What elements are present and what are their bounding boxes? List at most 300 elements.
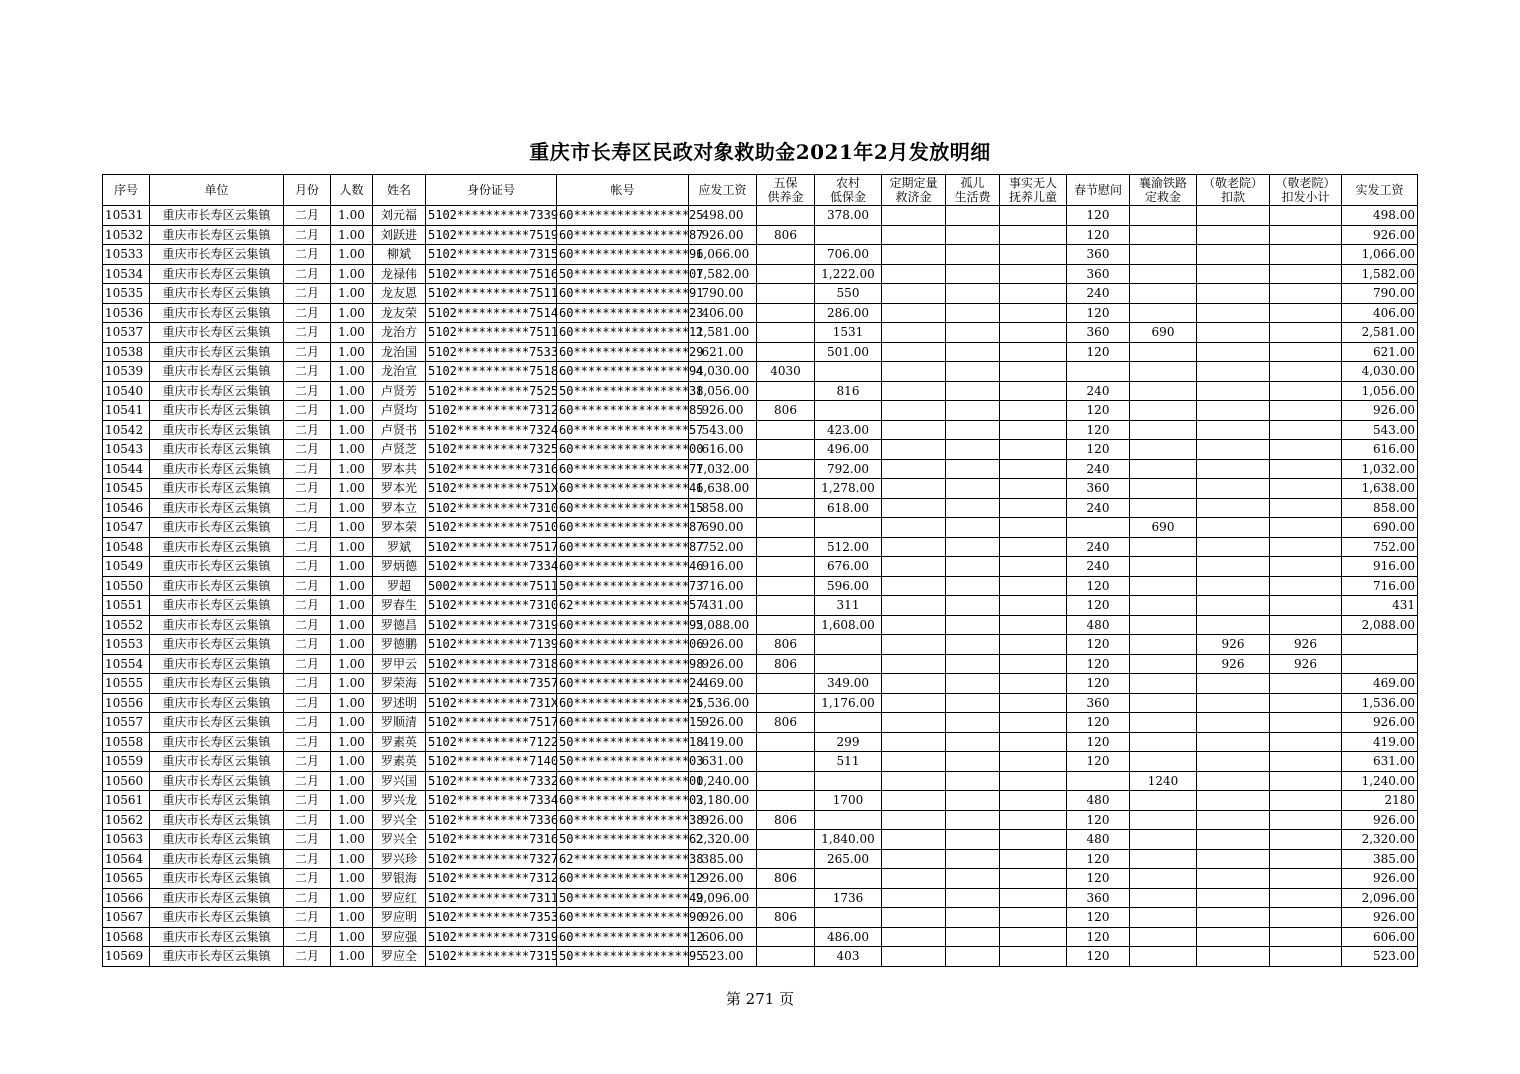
cell-deduct	[1197, 323, 1270, 343]
cell-seq: 10562	[103, 810, 150, 830]
cell-id: 5102**********7139	[426, 635, 557, 655]
cell-month: 二月	[284, 635, 331, 655]
cell-railway	[1130, 498, 1197, 518]
cell-guer	[946, 342, 1000, 362]
cell-guer	[946, 303, 1000, 323]
cell-shishi	[1000, 791, 1067, 811]
cell-dibao: 486.00	[815, 927, 882, 947]
cell-month: 二月	[284, 459, 331, 479]
cell-shishi	[1000, 479, 1067, 499]
cell-account: 60****************77	[557, 459, 689, 479]
cell-persons: 1.00	[331, 830, 373, 850]
cell-payable: 752.00	[689, 537, 757, 557]
cell-payable: 716.00	[689, 576, 757, 596]
cell-id: 5102**********7339	[426, 206, 557, 226]
cell-deduct	[1197, 303, 1270, 323]
cell-month: 二月	[284, 791, 331, 811]
cell-shishi	[1000, 576, 1067, 596]
cell-railway: 690	[1130, 518, 1197, 538]
cell-persons: 1.00	[331, 869, 373, 889]
cell-id: 5102**********7514	[426, 303, 557, 323]
cell-dibao	[815, 518, 882, 538]
cell-subtotal	[1270, 810, 1342, 830]
cell-shishi	[1000, 518, 1067, 538]
cell-dibao	[815, 654, 882, 674]
cell-wubao	[757, 693, 815, 713]
cell-payable: 1,032.00	[689, 459, 757, 479]
cell-deduct	[1197, 674, 1270, 694]
cell-wubao: 806	[757, 908, 815, 928]
cell-dibao: 792.00	[815, 459, 882, 479]
cell-payable: 926.00	[689, 225, 757, 245]
cell-guer	[946, 518, 1000, 538]
cell-dingqi	[882, 440, 946, 460]
cell-unit: 重庆市长寿区云集镇	[150, 557, 284, 577]
cell-name: 罗春生	[373, 596, 426, 616]
cell-dibao: 349.00	[815, 674, 882, 694]
cell-deduct	[1197, 810, 1270, 830]
cell-wubao	[757, 791, 815, 811]
cell-seq: 10554	[103, 654, 150, 674]
cell-name: 罗兴全	[373, 810, 426, 830]
cell-account: 60****************87	[557, 537, 689, 557]
cell-seq: 10559	[103, 752, 150, 772]
cell-persons: 1.00	[331, 908, 373, 928]
cell-guer	[946, 771, 1000, 791]
cell-name: 罗本光	[373, 479, 426, 499]
table-row	[103, 342, 1418, 362]
cell-spring: 120	[1067, 732, 1130, 752]
cell-subtotal	[1270, 752, 1342, 772]
cell-wubao	[757, 537, 815, 557]
cell-dibao: 1,840.00	[815, 830, 882, 850]
cell-seq: 10563	[103, 830, 150, 850]
cell-deduct	[1197, 752, 1270, 772]
cell-account: 60****************11	[557, 323, 689, 343]
cell-seq: 10548	[103, 537, 150, 557]
cell-spring: 120	[1067, 225, 1130, 245]
cell-persons: 1.00	[331, 615, 373, 635]
cell-month: 二月	[284, 264, 331, 284]
cell-name: 柳斌	[373, 245, 426, 265]
cell-shishi	[1000, 596, 1067, 616]
cell-shishi	[1000, 635, 1067, 655]
cell-seq: 10569	[103, 947, 150, 967]
cell-railway	[1130, 440, 1197, 460]
cell-shishi	[1000, 674, 1067, 694]
cell-account: 60****************25	[557, 693, 689, 713]
cell-account: 60****************94	[557, 362, 689, 382]
cell-wubao	[757, 732, 815, 752]
cell-name: 罗炳德	[373, 557, 426, 577]
cell-account: 60****************00	[557, 440, 689, 460]
cell-seq: 10546	[103, 498, 150, 518]
cell-subtotal	[1270, 284, 1342, 304]
cell-dibao: 311	[815, 596, 882, 616]
cell-deduct	[1197, 693, 1270, 713]
cell-id: 5102**********7511	[426, 284, 557, 304]
cell-actual: 1,536.00	[1342, 693, 1418, 713]
cell-dibao: 676.00	[815, 557, 882, 577]
cell-spring: 120	[1067, 927, 1130, 947]
column-header-dibao: 农村 低保金	[815, 175, 882, 206]
cell-shishi	[1000, 615, 1067, 635]
cell-persons: 1.00	[331, 596, 373, 616]
cell-shishi	[1000, 537, 1067, 557]
cell-railway	[1130, 284, 1197, 304]
cell-dibao	[815, 362, 882, 382]
cell-actual: 790.00	[1342, 284, 1418, 304]
cell-railway	[1130, 557, 1197, 577]
cell-wubao	[757, 323, 815, 343]
cell-shishi	[1000, 927, 1067, 947]
cell-guer	[946, 362, 1000, 382]
cell-actual: 926.00	[1342, 713, 1418, 733]
cell-dibao: 496.00	[815, 440, 882, 460]
cell-guer	[946, 849, 1000, 869]
cell-dingqi	[882, 498, 946, 518]
cell-guer	[946, 713, 1000, 733]
table-row	[103, 401, 1418, 421]
cell-shishi	[1000, 849, 1067, 869]
cell-account: 60****************90	[557, 908, 689, 928]
cell-dibao: 1700	[815, 791, 882, 811]
cell-id: 5102**********7316	[426, 830, 557, 850]
cell-deduct	[1197, 576, 1270, 596]
cell-seq: 10551	[103, 596, 150, 616]
cell-actual: 4,030.00	[1342, 362, 1418, 382]
cell-id: 5102**********7517	[426, 537, 557, 557]
cell-seq: 10550	[103, 576, 150, 596]
cell-unit: 重庆市长寿区云集镇	[150, 810, 284, 830]
cell-account: 50****************73	[557, 576, 689, 596]
cell-unit: 重庆市长寿区云集镇	[150, 342, 284, 362]
cell-dingqi	[882, 927, 946, 947]
cell-wubao	[757, 420, 815, 440]
cell-railway	[1130, 927, 1197, 947]
cell-actual: 419.00	[1342, 732, 1418, 752]
cell-dingqi	[882, 323, 946, 343]
cell-subtotal	[1270, 225, 1342, 245]
cell-payable: 631.00	[689, 752, 757, 772]
cell-persons: 1.00	[331, 342, 373, 362]
cell-month: 二月	[284, 732, 331, 752]
cell-unit: 重庆市长寿区云集镇	[150, 888, 284, 908]
cell-seq: 10564	[103, 849, 150, 869]
cell-dingqi	[882, 537, 946, 557]
cell-deduct	[1197, 225, 1270, 245]
cell-railway	[1130, 479, 1197, 499]
cell-unit: 重庆市长寿区云集镇	[150, 771, 284, 791]
cell-payable: 2,180.00	[689, 791, 757, 811]
cell-wubao: 806	[757, 401, 815, 421]
cell-actual: 690.00	[1342, 518, 1418, 538]
cell-month: 二月	[284, 284, 331, 304]
cell-dingqi	[882, 752, 946, 772]
cell-subtotal: 926	[1270, 635, 1342, 655]
cell-railway	[1130, 342, 1197, 362]
cell-persons: 1.00	[331, 888, 373, 908]
cell-railway	[1130, 459, 1197, 479]
cell-subtotal	[1270, 713, 1342, 733]
cell-persons: 1.00	[331, 674, 373, 694]
column-header-spring: 春节慰问	[1067, 175, 1130, 206]
cell-account: 60****************38	[557, 810, 689, 830]
cell-month: 二月	[284, 401, 331, 421]
cell-spring: 360	[1067, 323, 1130, 343]
cell-unit: 重庆市长寿区云集镇	[150, 830, 284, 850]
cell-guer	[946, 498, 1000, 518]
cell-spring: 120	[1067, 908, 1130, 928]
cell-unit: 重庆市长寿区云集镇	[150, 459, 284, 479]
cell-seq: 10566	[103, 888, 150, 908]
cell-unit: 重庆市长寿区云集镇	[150, 927, 284, 947]
cell-payable: 4,030.00	[689, 362, 757, 382]
cell-unit: 重庆市长寿区云集镇	[150, 381, 284, 401]
cell-shishi	[1000, 284, 1067, 304]
cell-deduct	[1197, 284, 1270, 304]
cell-spring: 120	[1067, 635, 1130, 655]
cell-name: 罗兴龙	[373, 791, 426, 811]
cell-guer	[946, 206, 1000, 226]
cell-account: 60****************87	[557, 518, 689, 538]
cell-deduct	[1197, 830, 1270, 850]
table-row	[103, 518, 1418, 538]
cell-deduct	[1197, 947, 1270, 967]
cell-deduct	[1197, 479, 1270, 499]
cell-payable: 1,240.00	[689, 771, 757, 791]
cell-month: 二月	[284, 947, 331, 967]
cell-guer	[946, 693, 1000, 713]
column-header-railway: 襄渝铁路 定救金	[1130, 175, 1197, 206]
cell-id: 5102**********731X	[426, 693, 557, 713]
cell-guer	[946, 615, 1000, 635]
cell-account: 50****************49	[557, 888, 689, 908]
cell-payable: 469.00	[689, 674, 757, 694]
table-row	[103, 713, 1418, 733]
cell-name: 罗荣海	[373, 674, 426, 694]
cell-spring: 360	[1067, 479, 1130, 499]
table-row	[103, 537, 1418, 557]
cell-name: 刘跃进	[373, 225, 426, 245]
cell-name: 卢贤芝	[373, 440, 426, 460]
cell-dingqi	[882, 888, 946, 908]
cell-deduct: 926	[1197, 654, 1270, 674]
cell-actual: 616.00	[1342, 440, 1418, 460]
cell-actual: 1,066.00	[1342, 245, 1418, 265]
cell-dibao	[815, 869, 882, 889]
cell-name: 罗本荣	[373, 518, 426, 538]
table-row	[103, 206, 1418, 226]
table-header-row	[103, 175, 1418, 206]
cell-unit: 重庆市长寿区云集镇	[150, 674, 284, 694]
cell-name: 罗超	[373, 576, 426, 596]
cell-name: 罗甲云	[373, 654, 426, 674]
cell-name: 罗兴全	[373, 830, 426, 850]
cell-shishi	[1000, 713, 1067, 733]
cell-name: 罗素英	[373, 732, 426, 752]
cell-wubao	[757, 771, 815, 791]
table-row	[103, 674, 1418, 694]
cell-dingqi	[882, 869, 946, 889]
table-row	[103, 752, 1418, 772]
cell-actual: 469.00	[1342, 674, 1418, 694]
cell-wubao: 806	[757, 225, 815, 245]
cell-seq: 10565	[103, 869, 150, 889]
cell-account: 60****************46	[557, 479, 689, 499]
cell-guer	[946, 576, 1000, 596]
cell-id: 5102**********7357	[426, 674, 557, 694]
table-row	[103, 362, 1418, 382]
cell-subtotal	[1270, 869, 1342, 889]
cell-seq: 10540	[103, 381, 150, 401]
cell-payable: 419.00	[689, 732, 757, 752]
cell-month: 二月	[284, 342, 331, 362]
cell-dingqi	[882, 674, 946, 694]
cell-unit: 重庆市长寿区云集镇	[150, 869, 284, 889]
cell-month: 二月	[284, 771, 331, 791]
cell-seq: 10545	[103, 479, 150, 499]
cell-guer	[946, 908, 1000, 928]
cell-month: 二月	[284, 498, 331, 518]
cell-month: 二月	[284, 362, 331, 382]
table-row	[103, 771, 1418, 791]
cell-account: 50****************07	[557, 264, 689, 284]
cell-id: 5102**********7334	[426, 791, 557, 811]
cell-shishi	[1000, 498, 1067, 518]
cell-railway	[1130, 401, 1197, 421]
cell-actual: 498.00	[1342, 206, 1418, 226]
cell-name: 刘元福	[373, 206, 426, 226]
cell-name: 罗斌	[373, 537, 426, 557]
cell-seq: 10537	[103, 323, 150, 343]
cell-actual: 2,088.00	[1342, 615, 1418, 635]
cell-spring: 120	[1067, 342, 1130, 362]
cell-actual: 858.00	[1342, 498, 1418, 518]
cell-id: 5102**********7325	[426, 440, 557, 460]
cell-account: 60****************12	[557, 869, 689, 889]
column-header-subtotal: （敬老院） 扣发小计	[1270, 175, 1342, 206]
cell-spring: 120	[1067, 869, 1130, 889]
table-row	[103, 576, 1418, 596]
cell-unit: 重庆市长寿区云集镇	[150, 654, 284, 674]
column-header-wubao: 五保 供养金	[757, 175, 815, 206]
cell-seq: 10535	[103, 284, 150, 304]
table-row	[103, 810, 1418, 830]
cell-payable: 926.00	[689, 654, 757, 674]
cell-seq: 10560	[103, 771, 150, 791]
cell-actual: 1,056.00	[1342, 381, 1418, 401]
column-header-unit: 单位	[150, 175, 284, 206]
cell-railway: 1240	[1130, 771, 1197, 791]
cell-wubao	[757, 440, 815, 460]
cell-actual: 1,582.00	[1342, 264, 1418, 284]
cell-actual: 543.00	[1342, 420, 1418, 440]
cell-spring: 120	[1067, 440, 1130, 460]
cell-persons: 1.00	[331, 381, 373, 401]
cell-dibao: 706.00	[815, 245, 882, 265]
cell-persons: 1.00	[331, 479, 373, 499]
cell-unit: 重庆市长寿区云集镇	[150, 732, 284, 752]
cell-spring: 120	[1067, 810, 1130, 830]
cell-shishi	[1000, 752, 1067, 772]
cell-name: 罗本共	[373, 459, 426, 479]
table-row	[103, 693, 1418, 713]
cell-railway	[1130, 362, 1197, 382]
cell-payable: 523.00	[689, 947, 757, 967]
cell-id: 5102**********7140	[426, 752, 557, 772]
cell-guer	[946, 401, 1000, 421]
cell-account: 60****************15	[557, 713, 689, 733]
cell-payable: 790.00	[689, 284, 757, 304]
cell-deduct: 926	[1197, 635, 1270, 655]
cell-subtotal	[1270, 518, 1342, 538]
cell-spring: 480	[1067, 791, 1130, 811]
cell-dingqi	[882, 479, 946, 499]
cell-shishi	[1000, 654, 1067, 674]
cell-guer	[946, 888, 1000, 908]
cell-guer	[946, 654, 1000, 674]
table-row	[103, 225, 1418, 245]
cell-dingqi	[882, 947, 946, 967]
cell-persons: 1.00	[331, 537, 373, 557]
cell-subtotal	[1270, 888, 1342, 908]
cell-account: 60****************98	[557, 654, 689, 674]
cell-id: 5102**********7319	[426, 615, 557, 635]
cell-wubao	[757, 927, 815, 947]
cell-id: 5102**********7525	[426, 381, 557, 401]
cell-wubao	[757, 849, 815, 869]
cell-name: 龙治宣	[373, 362, 426, 382]
cell-spring: 240	[1067, 557, 1130, 577]
cell-unit: 重庆市长寿区云集镇	[150, 420, 284, 440]
cell-id: 5102**********7312	[426, 869, 557, 889]
cell-guer	[946, 440, 1000, 460]
cell-account: 50****************18	[557, 732, 689, 752]
cell-id: 5102**********7318	[426, 654, 557, 674]
cell-railway	[1130, 732, 1197, 752]
cell-deduct	[1197, 615, 1270, 635]
cell-spring: 240	[1067, 498, 1130, 518]
cell-spring	[1067, 362, 1130, 382]
table-row	[103, 323, 1418, 343]
cell-subtotal	[1270, 947, 1342, 967]
cell-persons: 1.00	[331, 225, 373, 245]
cell-seq: 10541	[103, 401, 150, 421]
cell-dingqi	[882, 420, 946, 440]
cell-railway	[1130, 947, 1197, 967]
cell-railway	[1130, 303, 1197, 323]
cell-deduct	[1197, 206, 1270, 226]
cell-payable: 498.00	[689, 206, 757, 226]
cell-persons: 1.00	[331, 362, 373, 382]
cell-wubao	[757, 342, 815, 362]
cell-guer	[946, 284, 1000, 304]
cell-guer	[946, 596, 1000, 616]
cell-railway	[1130, 264, 1197, 284]
cell-persons: 1.00	[331, 264, 373, 284]
cell-id: 5102**********7311	[426, 888, 557, 908]
cell-deduct	[1197, 869, 1270, 889]
cell-dingqi	[882, 245, 946, 265]
cell-dibao	[815, 401, 882, 421]
cell-shishi	[1000, 342, 1067, 362]
cell-dingqi	[882, 225, 946, 245]
cell-persons: 1.00	[331, 206, 373, 226]
cell-unit: 重庆市长寿区云集镇	[150, 576, 284, 596]
cell-id: 5102**********7315	[426, 245, 557, 265]
cell-name: 龙友荣	[373, 303, 426, 323]
